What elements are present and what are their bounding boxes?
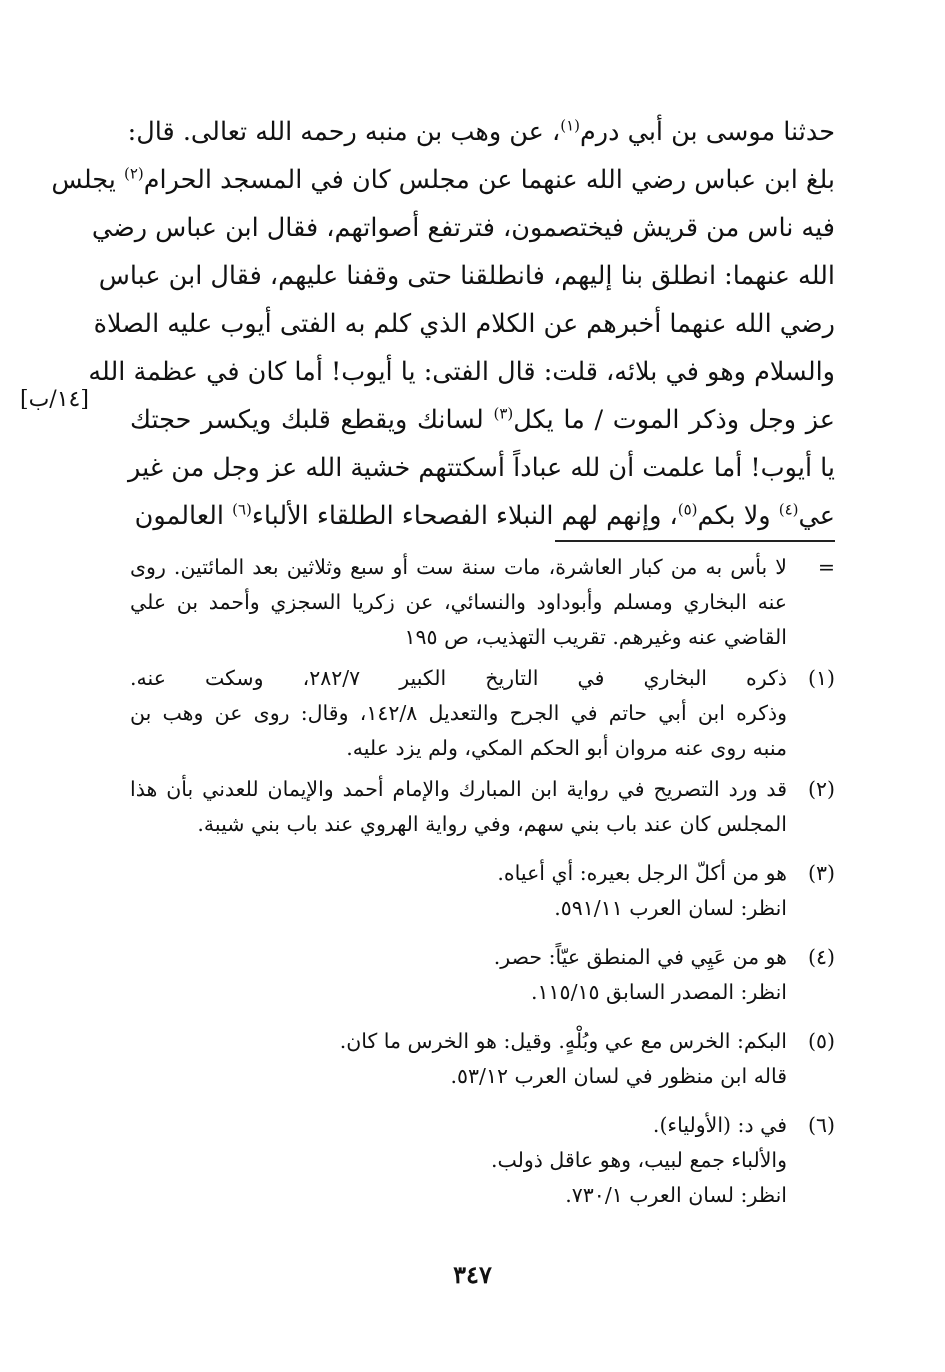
footnote-number: (٣) [807, 861, 835, 885]
footnote-number: (٤) [807, 945, 835, 969]
footnote-line: والألباء جمع لبيب، وهو عاقل ذولب. [490, 1148, 787, 1172]
footnote-line: البكم: الخرس مع عي وبُلْهٍ. وقيل: هو الخرس ما كان. [339, 1029, 787, 1053]
marginal-folio-note: [١٤/ب] [20, 387, 89, 412]
footnote-reference: (٥) [677, 500, 698, 519]
footnote-reference: (١) [560, 116, 580, 135]
main-text-line [130, 396, 835, 444]
footnote-number: (٦) [807, 1113, 835, 1137]
text-run: عز وجل وذكر الموت / ما يكل [513, 405, 835, 435]
footnote-line: انظر: المصدر السابق ١١٥/١٥. [531, 980, 787, 1004]
footnote-line: هو من أكلّ الرجل بعيره: أي أعياه. [497, 861, 787, 885]
footnote-number: = [817, 555, 835, 579]
page-number: ٣٤٧ [453, 1260, 492, 1289]
main-text-line [91, 204, 835, 252]
text-run: يجلس [51, 165, 124, 195]
footnote-reference: (٤) [778, 500, 799, 519]
text-run: والسلام وهو في بلائه، قلت: قال الفتى: يا أيوب! أما كان في عظمة الله [88, 357, 835, 387]
footnote-reference: (٢) [123, 164, 144, 183]
footnote-line: قاله ابن منظور في لسان العرب ٥٣/١٢. [450, 1064, 787, 1088]
text-run: ، وإنهم لهم النبلاء الفصحاء الطلقاء الألباء [251, 501, 678, 531]
footnote-line: المجلس كان عند باب بني سهم، وفي رواية الهروي عند باب بني شيبة. [197, 812, 787, 836]
text-run: رضي الله عنهما أخبرهم عن الكلام الذي كلم به الفتى أيوب عليه الصلاة [93, 309, 835, 339]
text-run: عي [798, 501, 835, 531]
footnote-line: في د: (الأولياء). [652, 1113, 787, 1137]
text-run: العالمون [134, 501, 233, 531]
main-text-line [98, 252, 835, 300]
footnote-line: هو من عَيِي في المنطق عيّاً: حصر. [493, 945, 787, 969]
text-run: لسانك ويقطع قلبك ويكسر حجتك [130, 405, 494, 435]
main-text-line [127, 108, 835, 156]
footnotes-block [130, 550, 835, 1219]
footnote [130, 1024, 835, 1094]
footnote-line: انظر: لسان العرب ٧٣٠/١. [565, 1183, 787, 1207]
text-run: يا أيوب! أما علمت أن لله عباداً أسكتتهم خشية الله عز وجل من غير [128, 453, 835, 483]
text-run: ، عن وهب بن منبه رحمه الله تعالى. قال: [127, 117, 561, 147]
footnote-line: وذكره ابن أبي حاتم في الجرح والتعديل ١٤٢/٨، وقال: روى عن وهب بن [130, 701, 788, 725]
footnote-number: (١) [807, 666, 835, 690]
footnote-line: لا بأس به من كبار العاشرة، مات سنة ست أو سبع وثلاثين بعد المائتين. روى [130, 555, 787, 579]
footnote [130, 1108, 835, 1213]
text-run: ولا بكم [697, 501, 779, 531]
footnote-number: (٢) [807, 777, 835, 801]
main-text-line [88, 348, 835, 396]
main-text-line [130, 492, 835, 540]
footnote [130, 856, 835, 926]
footnote-line: قد ورد التصريح في رواية ابن المبارك والإمام أحمد والإيمان للعدني بأن هذا [130, 777, 787, 801]
main-text-line [93, 300, 835, 348]
footnote [130, 940, 835, 1010]
footnote-line: انظر: لسان العرب ٥٩١/١١. [554, 896, 787, 920]
text-run: بلغ ابن عباس رضي الله عنهما عن مجلس كان في المسجد الحرام [143, 165, 835, 195]
footnote-line: القاضي عنه وغيرهم. تقريب التهذيب، ص ١٩٥ [404, 625, 787, 649]
footnote-separator-rule [555, 540, 835, 542]
footnote [130, 772, 835, 842]
main-text-line [51, 156, 835, 204]
footnote-line: عنه البخاري ومسلم وأبوداود والنسائي، عن زكريا السجزي وأحمد بن علي [130, 590, 787, 614]
footnote-line: ذكره البخاري في التاريخ الكبير ٢٨٢/٧، وسكت عنه. [130, 666, 787, 690]
text-run: الله عنهما: انطلق بنا إليهم، فانطلقنا حتى وقفنا عليهم، فقال ابن عباس [98, 261, 835, 291]
footnote [130, 550, 835, 655]
footnote-reference: (٦) [232, 500, 252, 519]
footnote [130, 661, 835, 766]
footnote-reference: (٣) [493, 404, 514, 423]
footnote-line: منبه روى عنه مروان أبو الحكم المكي، ولم يزد عليه. [346, 736, 787, 760]
footnote-number: (٥) [807, 1029, 835, 1053]
text-run: حدثنا موسى بن أبي درم [580, 117, 835, 147]
text-run: فيه ناس من قريش فيختصمون، فترتفع أصواتهم، فقال ابن عباس رضي [91, 213, 835, 243]
main-text-line [130, 444, 835, 492]
